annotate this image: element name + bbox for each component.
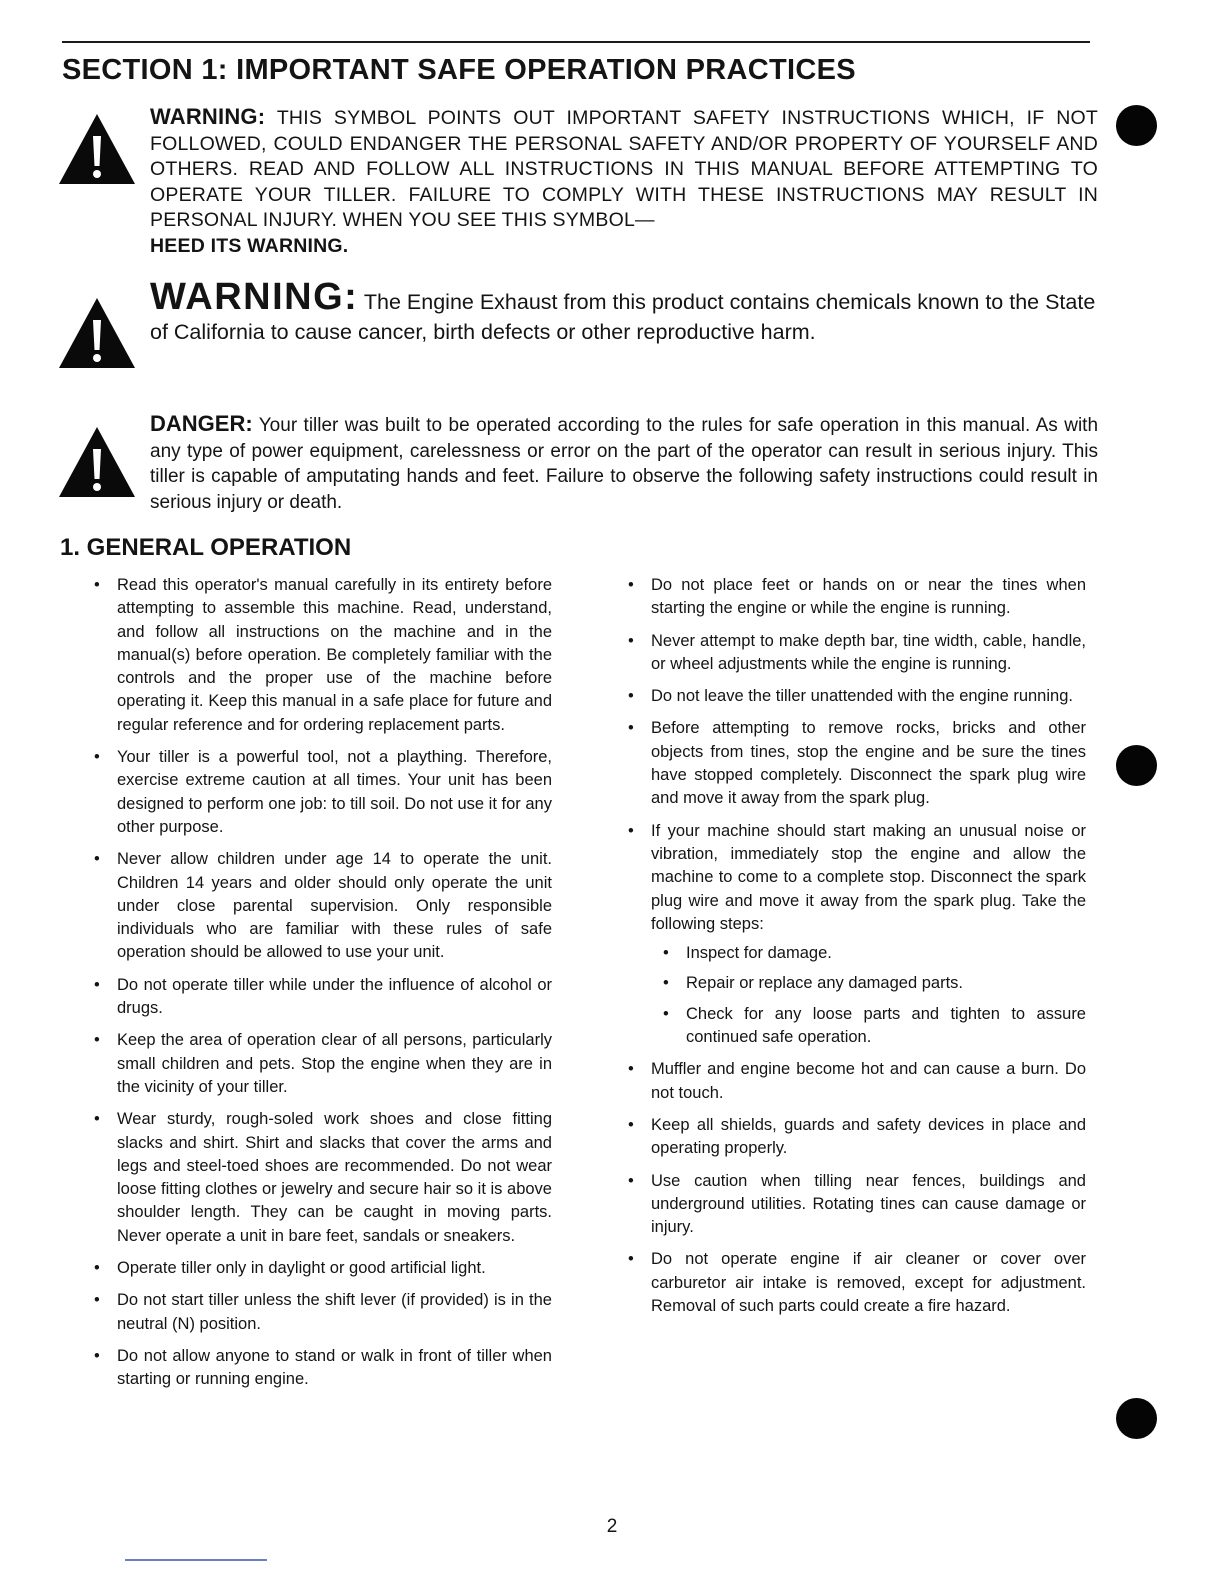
danger-text xyxy=(150,411,1098,515)
list-item: • Keep the area of operation clear of all persons, particularly small children and pets. Stop the engine when they are in the vicinity of your tiller. xyxy=(90,1029,552,1099)
bottom-underline xyxy=(125,1559,267,1561)
list-item: • Do not leave the tiller unattended with the engine running. xyxy=(624,685,1086,708)
sub-step: • Check for any loose parts and tighten to assure continued safe operation. xyxy=(659,1003,1086,1050)
binder-hole-top xyxy=(1116,105,1157,146)
warning-2-body: The Engine Exhaust from this product contains chemicals known to the State of California to cause cancer, birth defects or other reproductive harm. xyxy=(150,290,1096,344)
list-item: • Wear sturdy, rough-soled work shoes and close fitting slacks and shirt. Shirt and slacks that cover the arms and legs and steel-toed shoes are recommended. Do not wear loose fitting clothes or jewelry and secure hair so it is above shoulder length. They can be caught in moving parts. Never operate a unit in bare feet, sandals or sneakers. xyxy=(90,1108,552,1248)
list-item: • Do not operate tiller while under the influence of alcohol or drugs. xyxy=(90,974,552,1021)
warning-triangle-icon xyxy=(58,425,136,499)
list-item: • Before attempting to remove rocks, bricks and other objects from tines, stop the engine and be sure the tines have stopped completely. Disconnect the spark plug wire and move it away from the spark plug. xyxy=(624,717,1086,810)
section-title: SECTION 1: IMPORTANT SAFE OPERATION PRACTICES xyxy=(62,54,856,86)
binder-hole-bottom xyxy=(1116,1398,1157,1439)
warning-2-text xyxy=(150,276,1098,347)
list-item: • Your tiller is a powerful tool, not a plaything. Therefore, exercise extreme caution at all times. Your unit has been designed to perform one job: to till soil. Do not use it for any other purpose. xyxy=(90,746,552,839)
list-item: • Never attempt to make depth bar, tine width, cable, handle, or wheel adjustments while the engine is running. xyxy=(624,630,1086,677)
warning-2-lead: WARNING: xyxy=(150,276,359,318)
list-item: • Do not operate engine if air cleaner or cover over carburetor air intake is removed, except for adjustment. Removal of such parts could create a fire hazard. xyxy=(624,1248,1086,1318)
danger-block xyxy=(58,411,1098,521)
warning-block-1 xyxy=(58,104,1098,264)
list-item: • Use caution when tilling near fences, buildings and underground utilities. Rotating tines can cause damage or injury. xyxy=(624,1170,1086,1240)
warning-1-text xyxy=(150,104,1098,259)
right-column-list xyxy=(624,574,1086,1327)
sub-step: • Inspect for damage. xyxy=(659,942,1086,965)
page-number: 2 xyxy=(606,1516,618,1537)
list-item: • Do not allow anyone to stand or walk in front of tiller when starting or running engine. xyxy=(90,1345,552,1392)
list-item: • Keep all shields, guards and safety devices in place and operating properly. xyxy=(624,1114,1086,1161)
danger-body: Your tiller was built to be operated according to the rules for safe operation in this manual. As with any type of power equipment, carelessness or error on the part of the operator can result in serious injury. This tiller is capable of amputating hands and feet. Failure to observe the following safety instructions could result in serious injury or death. xyxy=(150,415,1099,513)
list-item-text: If your machine should start making an unusual noise or vibration, immediately stop the engine and allow the machine to come to a complete stop. Disconnect the spark plug wire and move it away from the spark plug. Take the following steps: xyxy=(651,821,1086,933)
left-column-list xyxy=(90,574,552,1401)
list-item xyxy=(624,820,1086,1050)
warning-1-tail: HEED ITS WARNING. xyxy=(150,234,349,257)
list-item: • Operate tiller only in daylight or good artificial light. xyxy=(90,1257,552,1280)
list-item: • Do not start tiller unless the shift lever (if provided) is in the neutral (N) position. xyxy=(90,1289,552,1336)
warning-block-2 xyxy=(58,276,1098,372)
warning-triangle-icon xyxy=(58,296,136,370)
list-item: • Read this operator's manual carefully in its entirety before attempting to assemble this machine. Read, understand, and follow all instructions on the machine and in the manual(s) before operation. Be completely familiar with the controls and the proper use of the machine before operating it. Keep this manual in a safe place for future and regular reference and for ordering replacement parts. xyxy=(90,574,552,737)
danger-lead: DANGER: xyxy=(150,411,253,436)
top-rule xyxy=(62,41,1090,43)
list-item: • Do not place feet or hands on or near the tines when starting the engine or while the engine is running. xyxy=(624,574,1086,621)
sub-step-list xyxy=(651,942,1086,1049)
warning-triangle-icon xyxy=(58,112,136,186)
binder-hole-middle xyxy=(1116,745,1157,786)
warning-1-body: THIS SYMBOL POINTS OUT IMPORTANT SAFETY INSTRUCTIONS WHICH, IF NOT FOLLOWED, COULD ENDANGER THE PERSONAL SAFETY AND/OR PROPERTY OF YOURSELF AND OTHERS. READ AND FOLLOW ALL INSTRUCTIONS IN THIS MANUAL BEFORE ATTEMPTING TO OPERATE YOUR TILLER. FAILURE TO COMPLY WITH THESE INSTRUCTIONS MAY RESULT IN PERSONAL INJURY. WHEN YOU SEE THIS SYMBOL— xyxy=(150,107,1099,231)
sub-step: • Repair or replace any damaged parts. xyxy=(659,972,1086,995)
list-item: • Never allow children under age 14 to operate the unit. Children 14 years and older should only operate the unit under close parental supervision. Only responsible individuals who are familiar with these rules of safe operation should be allowed to use your unit. xyxy=(90,848,552,964)
list-item: • Muffler and engine become hot and can cause a burn. Do not touch. xyxy=(624,1058,1086,1105)
general-operation-heading: 1. GENERAL OPERATION xyxy=(60,534,352,561)
warning-1-lead: WARNING: xyxy=(150,104,266,129)
